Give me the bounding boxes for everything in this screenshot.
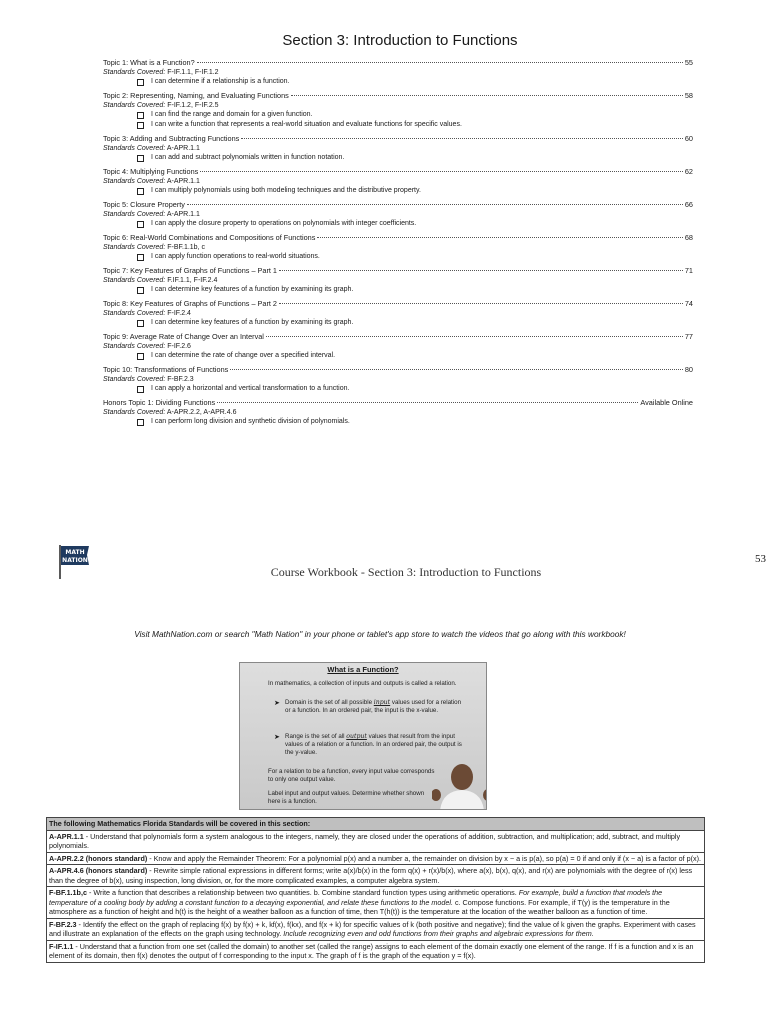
standards-codes: F-IF.1.2, F-IF.2.5 bbox=[167, 102, 219, 109]
toc-objective bbox=[103, 384, 693, 394]
toc-objective bbox=[103, 153, 693, 163]
visit-instructions: Visit MathNation.com or search "Math Nation" in your phone or tablet's app store to watch the videos that go along with this workbook! bbox=[134, 629, 626, 639]
toc-dot-leader bbox=[317, 237, 682, 238]
checkbox-icon[interactable] bbox=[137, 122, 144, 129]
standards-label: Standards Covered: bbox=[103, 69, 166, 76]
toc-objective bbox=[103, 318, 693, 328]
video-range-text bbox=[285, 733, 465, 757]
standards-row bbox=[47, 941, 704, 962]
toc-objective bbox=[103, 77, 693, 87]
toc-topic-title: Topic 5: Closure Property bbox=[103, 200, 185, 209]
standards-codes: A-APR.1.1 bbox=[166, 178, 200, 185]
toc-dot-leader bbox=[230, 369, 683, 370]
checkbox-icon[interactable] bbox=[137, 287, 144, 294]
toc-page-number: 68 bbox=[684, 233, 693, 242]
toc-objective bbox=[103, 285, 693, 295]
toc-page-number: 80 bbox=[684, 365, 693, 374]
page-number: 53 bbox=[755, 553, 766, 565]
toc-page-number: 60 bbox=[684, 134, 693, 143]
standards-label: Standards Covered: bbox=[103, 277, 166, 284]
toc-objective bbox=[103, 351, 693, 361]
arrow-bullet-icon: ➤ bbox=[274, 734, 280, 741]
toc-standards bbox=[103, 408, 693, 417]
standard-text: - Identify the effect on the graph of replacing f(x) by f(x) + k, kf(x), f(kx), and f(x + k) for specific values of k (both positive and negative); find the value of k given the graphs. Experiment with cases and illustrate an explanation of the effects on the graph using technology. bbox=[49, 919, 696, 938]
standard-text-tail: c. Compose functions. For example, if T(y) is the temperature in the atmosphere as a function of height and h(t) is the height of a weather balloon as a function of time, then T(h(t)) is the temperature at the location of the weather balloon as a function of time. bbox=[49, 897, 670, 916]
toc-topic-title: Topic 9: Average Rate of Change Over an Interval bbox=[103, 332, 264, 341]
toc-topic bbox=[103, 233, 693, 262]
video-slide bbox=[240, 663, 486, 809]
toc-topic bbox=[103, 167, 693, 196]
table-of-contents bbox=[103, 58, 693, 431]
toc-standards bbox=[103, 144, 693, 153]
toc-standards bbox=[103, 342, 693, 351]
toc-topic-line[interactable] bbox=[103, 266, 693, 276]
svg-text:NATION: NATION bbox=[62, 557, 88, 564]
standard-example: Include recognizing even and odd functions from their graphs and algebraic expressions for them. bbox=[283, 929, 594, 938]
toc-dot-leader bbox=[200, 171, 683, 172]
standards-label: Standards Covered: bbox=[103, 145, 166, 152]
standard-code: A-APR.2.2 (honors standard) bbox=[49, 853, 148, 863]
toc-objective bbox=[103, 417, 693, 427]
standards-codes: F-IF.1.1, F-IF.1.2 bbox=[167, 69, 219, 76]
toc-objective bbox=[103, 252, 693, 262]
standard-code: F-IF.1.1 bbox=[49, 941, 74, 951]
checkbox-icon[interactable] bbox=[137, 112, 144, 119]
objective-text: I can determine if a relationship is a function. bbox=[151, 78, 290, 85]
toc-standards bbox=[103, 243, 693, 252]
toc-dot-leader bbox=[187, 204, 683, 205]
objective-text: I can perform long division and synthetic division of polynomials. bbox=[151, 418, 350, 425]
objective-text: I can apply function operations to real-world situations. bbox=[151, 253, 320, 260]
toc-objective bbox=[103, 110, 693, 120]
section-title: Section 3: Introduction to Functions bbox=[282, 32, 518, 49]
standards-label: Standards Covered: bbox=[103, 244, 166, 251]
toc-topic bbox=[103, 266, 693, 295]
video-function-text: For a relation to be a function, every input value corresponds to only one output value. bbox=[268, 768, 435, 783]
toc-topic-line[interactable] bbox=[103, 91, 693, 101]
objective-text: I can apply a horizontal and vertical transformation to a function. bbox=[151, 385, 350, 392]
toc-topic bbox=[103, 299, 693, 328]
svg-text:MATH: MATH bbox=[65, 549, 85, 556]
toc-dot-leader bbox=[241, 138, 683, 139]
toc-topic-title: Topic 4: Multiplying Functions bbox=[103, 167, 199, 176]
checkbox-icon[interactable] bbox=[137, 320, 144, 327]
domain-text-start: Domain is the set of all possible bbox=[285, 699, 373, 706]
standards-row bbox=[47, 919, 704, 941]
video-label-text: Label input and output values. Determine whether shown here is a function. bbox=[268, 790, 425, 805]
toc-topic-title: Topic 1: What is a Function? bbox=[103, 58, 195, 67]
toc-topic-title: Topic 3: Adding and Subtracting Functions bbox=[103, 134, 240, 143]
standard-text: - Understand that polynomials form a system analogous to the integers, namely, they are closed under the operations of addition, subtraction, and multiplication; add, subtract, and multiply polynomials. bbox=[49, 831, 681, 850]
toc-dot-leader bbox=[217, 402, 638, 403]
range-text-start: Range is the set of all bbox=[285, 733, 345, 740]
toc-topic-line[interactable] bbox=[103, 233, 693, 243]
toc-page-number: 58 bbox=[684, 91, 693, 100]
objective-text: I can determine the rate of change over a specified interval. bbox=[151, 352, 336, 359]
toc-standards bbox=[103, 309, 693, 318]
video-thumbnail[interactable] bbox=[239, 662, 487, 810]
objective-text: I can add and subtract polynomials written in function notation. bbox=[151, 154, 345, 161]
toc-topic-line[interactable] bbox=[103, 58, 693, 68]
video-domain-text bbox=[285, 699, 465, 715]
standards-codes: F.IF.1.1, F-IF.2.4 bbox=[167, 277, 218, 284]
standard-code: A-APR.1.1 bbox=[49, 831, 84, 841]
presenter-image bbox=[432, 759, 487, 810]
standards-table-header: The following Mathematics Florida Standards will be covered in this section: bbox=[47, 818, 704, 831]
standards-row bbox=[47, 831, 704, 853]
standard-text: - Understand that a function from one set (called the domain) to another set (called the range) assigns to each element of the domain exactly one element of the range. If f is a function and x is an element of its domain, then f(x) denotes the output of f corresponding to the input x. The graph of f is the graph of the equation y = f(x). bbox=[49, 941, 694, 960]
standards-label: Standards Covered: bbox=[103, 310, 166, 317]
toc-topic bbox=[103, 365, 693, 394]
objective-text: I can find the range and domain for a given function. bbox=[151, 111, 313, 118]
domain-handwritten: input bbox=[373, 699, 391, 706]
range-text-end: values that result from the input values of a relation or a function. In an ordered pair, the output is the y-value. bbox=[285, 733, 462, 756]
arrow-bullet-icon: ➤ bbox=[274, 700, 280, 707]
standards-row bbox=[47, 887, 704, 919]
toc-topic-line[interactable] bbox=[103, 200, 693, 210]
toc-objective bbox=[103, 120, 693, 130]
toc-topic-title: Topic 10: Transformations of Functions bbox=[103, 365, 229, 374]
toc-standards bbox=[103, 276, 693, 285]
toc-standards bbox=[103, 68, 693, 77]
checkbox-icon[interactable] bbox=[137, 79, 144, 86]
standards-label: Standards Covered: bbox=[103, 102, 166, 109]
checkbox-icon[interactable] bbox=[137, 254, 144, 261]
toc-topic-line[interactable] bbox=[103, 134, 693, 144]
standards-codes: F-IF.2.4 bbox=[167, 310, 191, 317]
objective-text: I can apply the closure property to operations on polynomials with integer coefficients. bbox=[151, 220, 417, 227]
checkbox-icon[interactable] bbox=[137, 155, 144, 162]
standards-codes: A-APR.1.1 bbox=[166, 145, 200, 152]
standards-label: Standards Covered: bbox=[103, 211, 166, 218]
toc-objective bbox=[103, 219, 693, 229]
standard-code: F-BF.2.3 bbox=[49, 919, 77, 929]
standards-table bbox=[46, 817, 705, 963]
toc-standards bbox=[103, 101, 693, 110]
toc-dot-leader bbox=[279, 303, 683, 304]
toc-page-number: 71 bbox=[684, 266, 693, 275]
toc-topic bbox=[103, 332, 693, 361]
standards-label: Standards Covered: bbox=[103, 343, 166, 350]
standards-codes: F-IF.2.6 bbox=[167, 343, 191, 350]
standards-row bbox=[47, 853, 704, 866]
toc-topic-title: Topic 2: Representing, Naming, and Evaluating Functions bbox=[103, 91, 289, 100]
objective-text: I can determine key features of a function by examining its graph. bbox=[151, 319, 354, 326]
standard-code: F-BF.1.1b,c bbox=[49, 888, 87, 897]
toc-dot-leader bbox=[291, 95, 683, 96]
standard-code: A-APR.4.6 (honors standard) bbox=[49, 866, 148, 875]
standards-codes: F-BF.2.3 bbox=[167, 376, 194, 383]
toc-topic-line[interactable] bbox=[103, 299, 693, 309]
toc-objective bbox=[103, 186, 693, 196]
standards-codes: A-APR.1.1 bbox=[166, 211, 200, 218]
toc-standards bbox=[103, 375, 693, 384]
standards-label: Standards Covered: bbox=[103, 178, 166, 185]
domain-text-end: values used for a relation or a function. In an ordered pair, the input is the x-value. bbox=[285, 699, 462, 714]
checkbox-icon[interactable] bbox=[137, 353, 144, 360]
toc-page-number: 74 bbox=[684, 299, 693, 308]
toc-topic-line[interactable] bbox=[103, 398, 693, 408]
checkbox-icon[interactable] bbox=[137, 386, 144, 393]
standard-example: For example, build a function that models the temperature of a cooling body by adding a constant function to a decaying exponential, and relate these functions to the model. bbox=[49, 888, 663, 907]
video-intro: In mathematics, a collection of inputs and outputs is called a relation. bbox=[268, 680, 457, 687]
standards-codes: A-APR.2.2, A-APR.4.6 bbox=[166, 409, 237, 416]
toc-topic-title: Topic 6: Real-World Combinations and Compositions of Functions bbox=[103, 233, 316, 242]
toc-topic bbox=[103, 91, 693, 130]
toc-topic-title: Topic 7: Key Features of Graphs of Functions – Part 1 bbox=[103, 266, 277, 275]
toc-page-number: 55 bbox=[684, 58, 693, 67]
objective-text: I can determine key features of a function by examining its graph. bbox=[151, 286, 354, 293]
toc-topic-line[interactable] bbox=[103, 365, 693, 375]
toc-topic-title: Topic 8: Key Features of Graphs of Functions – Part 2 bbox=[103, 299, 277, 308]
toc-topic-line[interactable] bbox=[103, 332, 693, 342]
checkbox-icon[interactable] bbox=[137, 419, 144, 426]
standard-text: - Rewrite simple rational expressions in different forms; write a(x)/b(x) in the form q(x) + r(x)/b(x), where a(x), b(x), q(x), and r(x) are polynomials with the degree of r(x) less than the degree of b(x), using inspection, long division, or, for the more complicated examples, a computer algebra system. bbox=[49, 866, 693, 885]
checkbox-icon[interactable] bbox=[137, 221, 144, 228]
toc-page-number: 66 bbox=[684, 200, 693, 209]
toc-standards bbox=[103, 210, 693, 219]
toc-dot-leader bbox=[197, 62, 683, 63]
toc-topic bbox=[103, 134, 693, 163]
toc-page-number: 77 bbox=[684, 332, 693, 341]
toc-topic bbox=[103, 58, 693, 87]
standards-codes: F-BF.1.1b, c bbox=[167, 244, 205, 251]
standards-row bbox=[47, 865, 704, 887]
standard-text: - Know and apply the Remainder Theorem: For a polynomial p(x) and a number a, the remainder on division by x − a is p(a), so p(a) = 0 if and only if (x − a) is a factor of p(x). bbox=[147, 853, 702, 863]
toc-dot-leader bbox=[266, 336, 683, 337]
toc-topic-line[interactable] bbox=[103, 167, 693, 177]
objective-text: I can write a function that represents a real-world situation and evaluate functions for specific values. bbox=[151, 121, 462, 128]
objective-text: I can multiply polynomials using both modeling techniques and the distributive property. bbox=[151, 187, 421, 194]
toc-page-number: 62 bbox=[684, 167, 693, 176]
toc-standards bbox=[103, 177, 693, 186]
toc-dot-leader bbox=[279, 270, 683, 271]
range-handwritten: output bbox=[346, 733, 367, 740]
video-slide-title: What is a Function? bbox=[327, 665, 399, 674]
toc-page-number: Available Online bbox=[640, 398, 693, 407]
footer-text: Course Workbook - Section 3: Introduction to Functions bbox=[270, 565, 542, 579]
standard-text: - Write a function that describes a relationship between two quantities. b. Combine standard function types using arithmetic operations. bbox=[86, 888, 519, 897]
checkbox-icon[interactable] bbox=[137, 188, 144, 195]
toc-topic bbox=[103, 398, 693, 427]
toc-topic-title: Honors Topic 1: Dividing Functions bbox=[103, 398, 216, 407]
standards-label: Standards Covered: bbox=[103, 409, 166, 416]
standards-label: Standards Covered: bbox=[103, 376, 166, 383]
toc-topic bbox=[103, 200, 693, 229]
